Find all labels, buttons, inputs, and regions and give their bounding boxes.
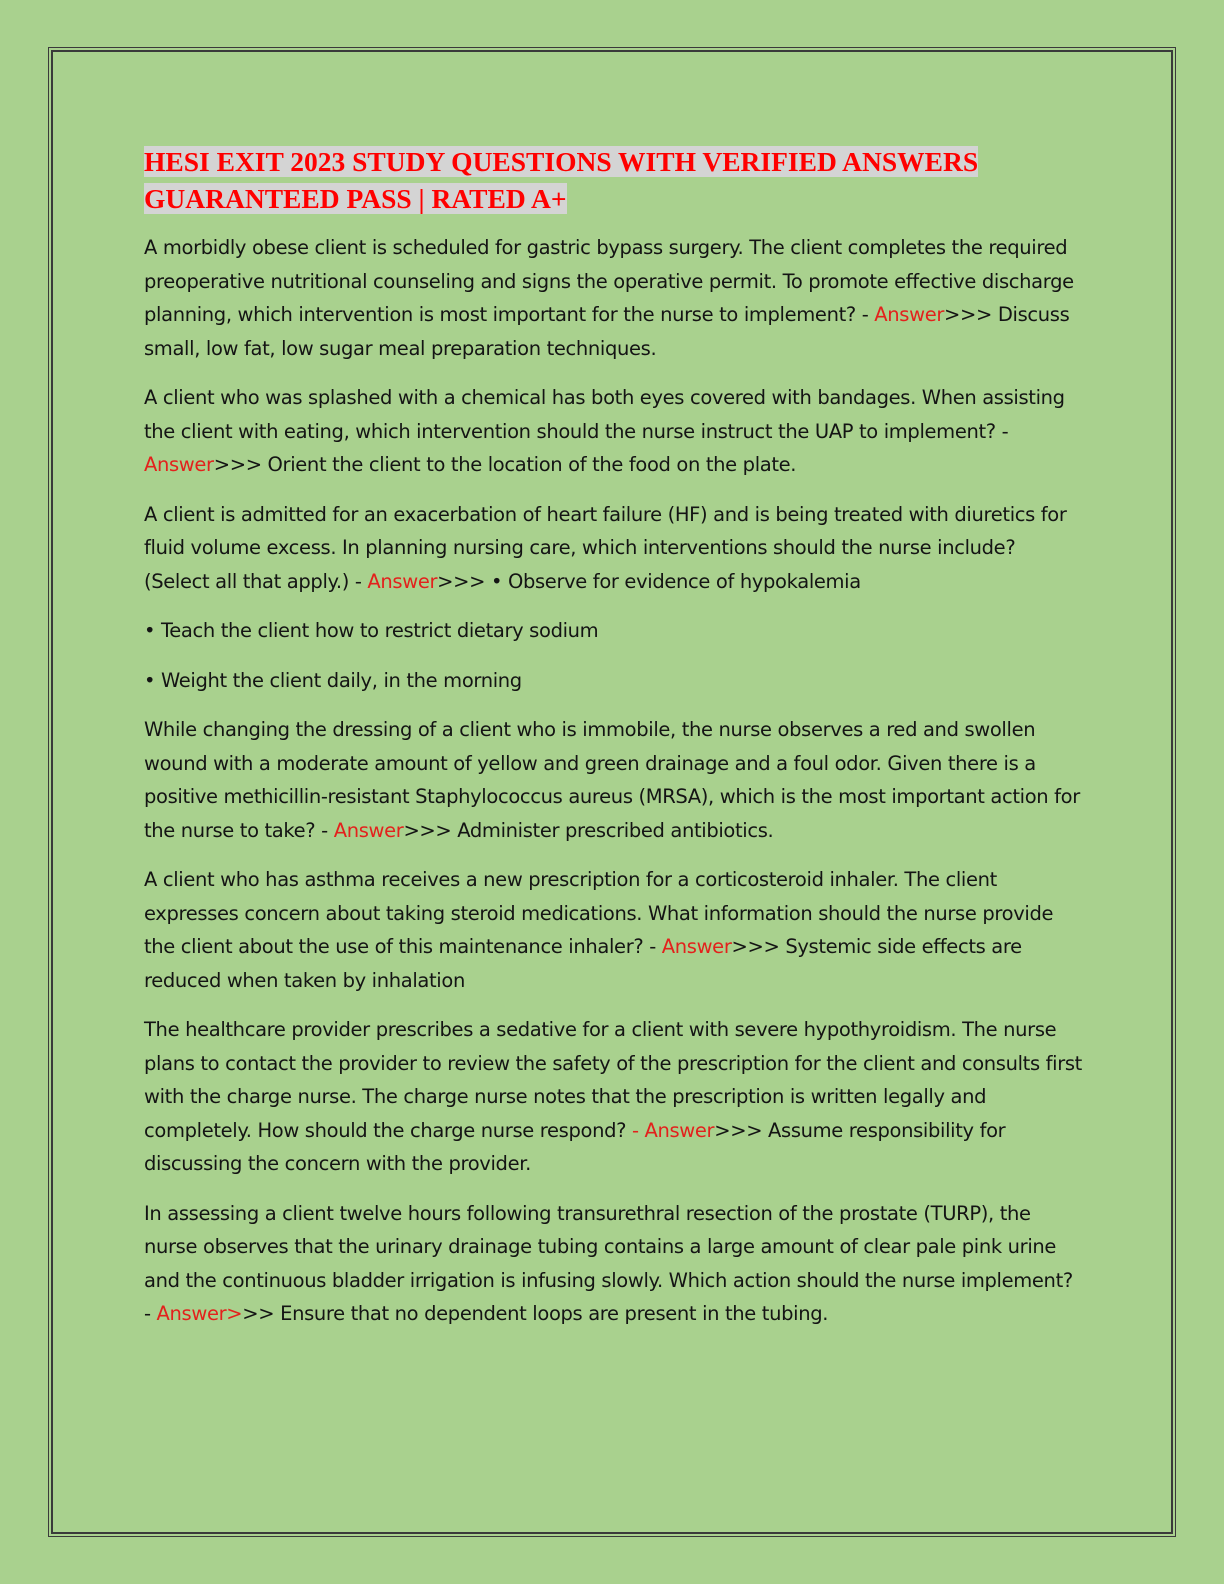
document-title — [144, 143, 1084, 217]
answer-text: >>> • Observe for evidence of hypokalemia — [437, 569, 861, 593]
question-text: While changing the dressing of a client who is immobile, the nurse observes a red and swollen wound with a moderate amount of yellow and green drainage and a foul odor. Given there is a positive methicillin-resistant Staphylococcus aureus (MRSA), which is the most important action for the nurse to take? - — [144, 718, 1080, 842]
answer-text: >> Ensure that no dependent loops are present in the tubing. — [242, 1302, 829, 1325]
question-4 — [144, 713, 1084, 847]
question-text: In assessing a client twelve hours following transurethral resection of the prostate (TURP), the nurse observes that the urinary drainage tubing contains a large amount of clear pale pink urine and the continuous bladder irrigation is infusing slowly. Which action should the nurse implement? - — [144, 1201, 1073, 1325]
answer-text: >>> Assume responsibility for discussing the concern with the provider. — [144, 1118, 1006, 1175]
question-3 — [144, 498, 1084, 599]
answer-label: Answer — [874, 303, 945, 326]
document-body — [144, 143, 1084, 1347]
answer-label: Answer — [144, 453, 214, 476]
bullet-item: • Weight the client daily, in the morning — [144, 668, 522, 692]
question-text: A client who has asthma receives a new prescription for a corticosteroid inhaler. The client expresses concern about taking steroid medications. What information should the nurse provide the client about the use of this maintenance inhaler? - — [144, 868, 1054, 958]
answer-text: >>> Administer prescribed antibiotics. — [403, 818, 774, 842]
answer-text: >>> Systemic side effects are reduced when taken by inhalation — [144, 935, 1022, 992]
answer-label: Answer — [367, 569, 438, 593]
question-6 — [144, 1013, 1084, 1181]
title-line-1: HESI EXIT 2023 STUDY QUESTIONS WITH VERIFIED ANSWERS — [144, 146, 979, 177]
answer-label: Answer — [661, 935, 732, 958]
question-2 — [144, 381, 1084, 482]
question-1 — [144, 231, 1084, 365]
question-text: A client who was splashed with a chemical has both eyes covered with bandages. When assisting the client with eating, which intervention should the nurse instruct the UAP to implement? - — [144, 386, 1065, 443]
question-7 — [144, 1197, 1084, 1331]
bullet-item: • Teach the client how to restrict dietary sodium — [144, 619, 599, 642]
question-text: A morbidly obese client is scheduled for gastric bypass surgery. The client completes the required preoperative nutritional counseling and signs the operative permit. To promote effective discharge planning, which intervention is most important for the nurse to implement? - — [144, 236, 1074, 326]
question-text: A client is admitted for an exacerbation of heart failure (HF) and is being treated with diuretics for fluid volume excess. In planning nursing care, which interventions should the nurse include? (Select all that apply.) - — [144, 502, 1067, 593]
answer-label: - Answer — [631, 1118, 715, 1142]
question-5 — [144, 863, 1084, 997]
answer-text: >>> Orient the client to the location of the food on the plate. — [213, 453, 797, 476]
question-text: The healthcare provider prescribes a sedative for a client with severe hypothyroidism. The nurse plans to contact the provider to review the safety of the prescription for the client and consults first with the charge nurse. The charge nurse notes that the prescription is written legally and completely. How should the charge nurse respond? — [144, 1018, 1082, 1142]
answer-text: >>> Discuss small, low fat, low sugar meal preparation techniques. — [144, 303, 1070, 360]
title-line-2: GUARANTEED PASS | RATED A+ — [144, 183, 567, 214]
answer-label: Answer — [333, 818, 404, 842]
answer-label: Answer> — [156, 1302, 243, 1325]
